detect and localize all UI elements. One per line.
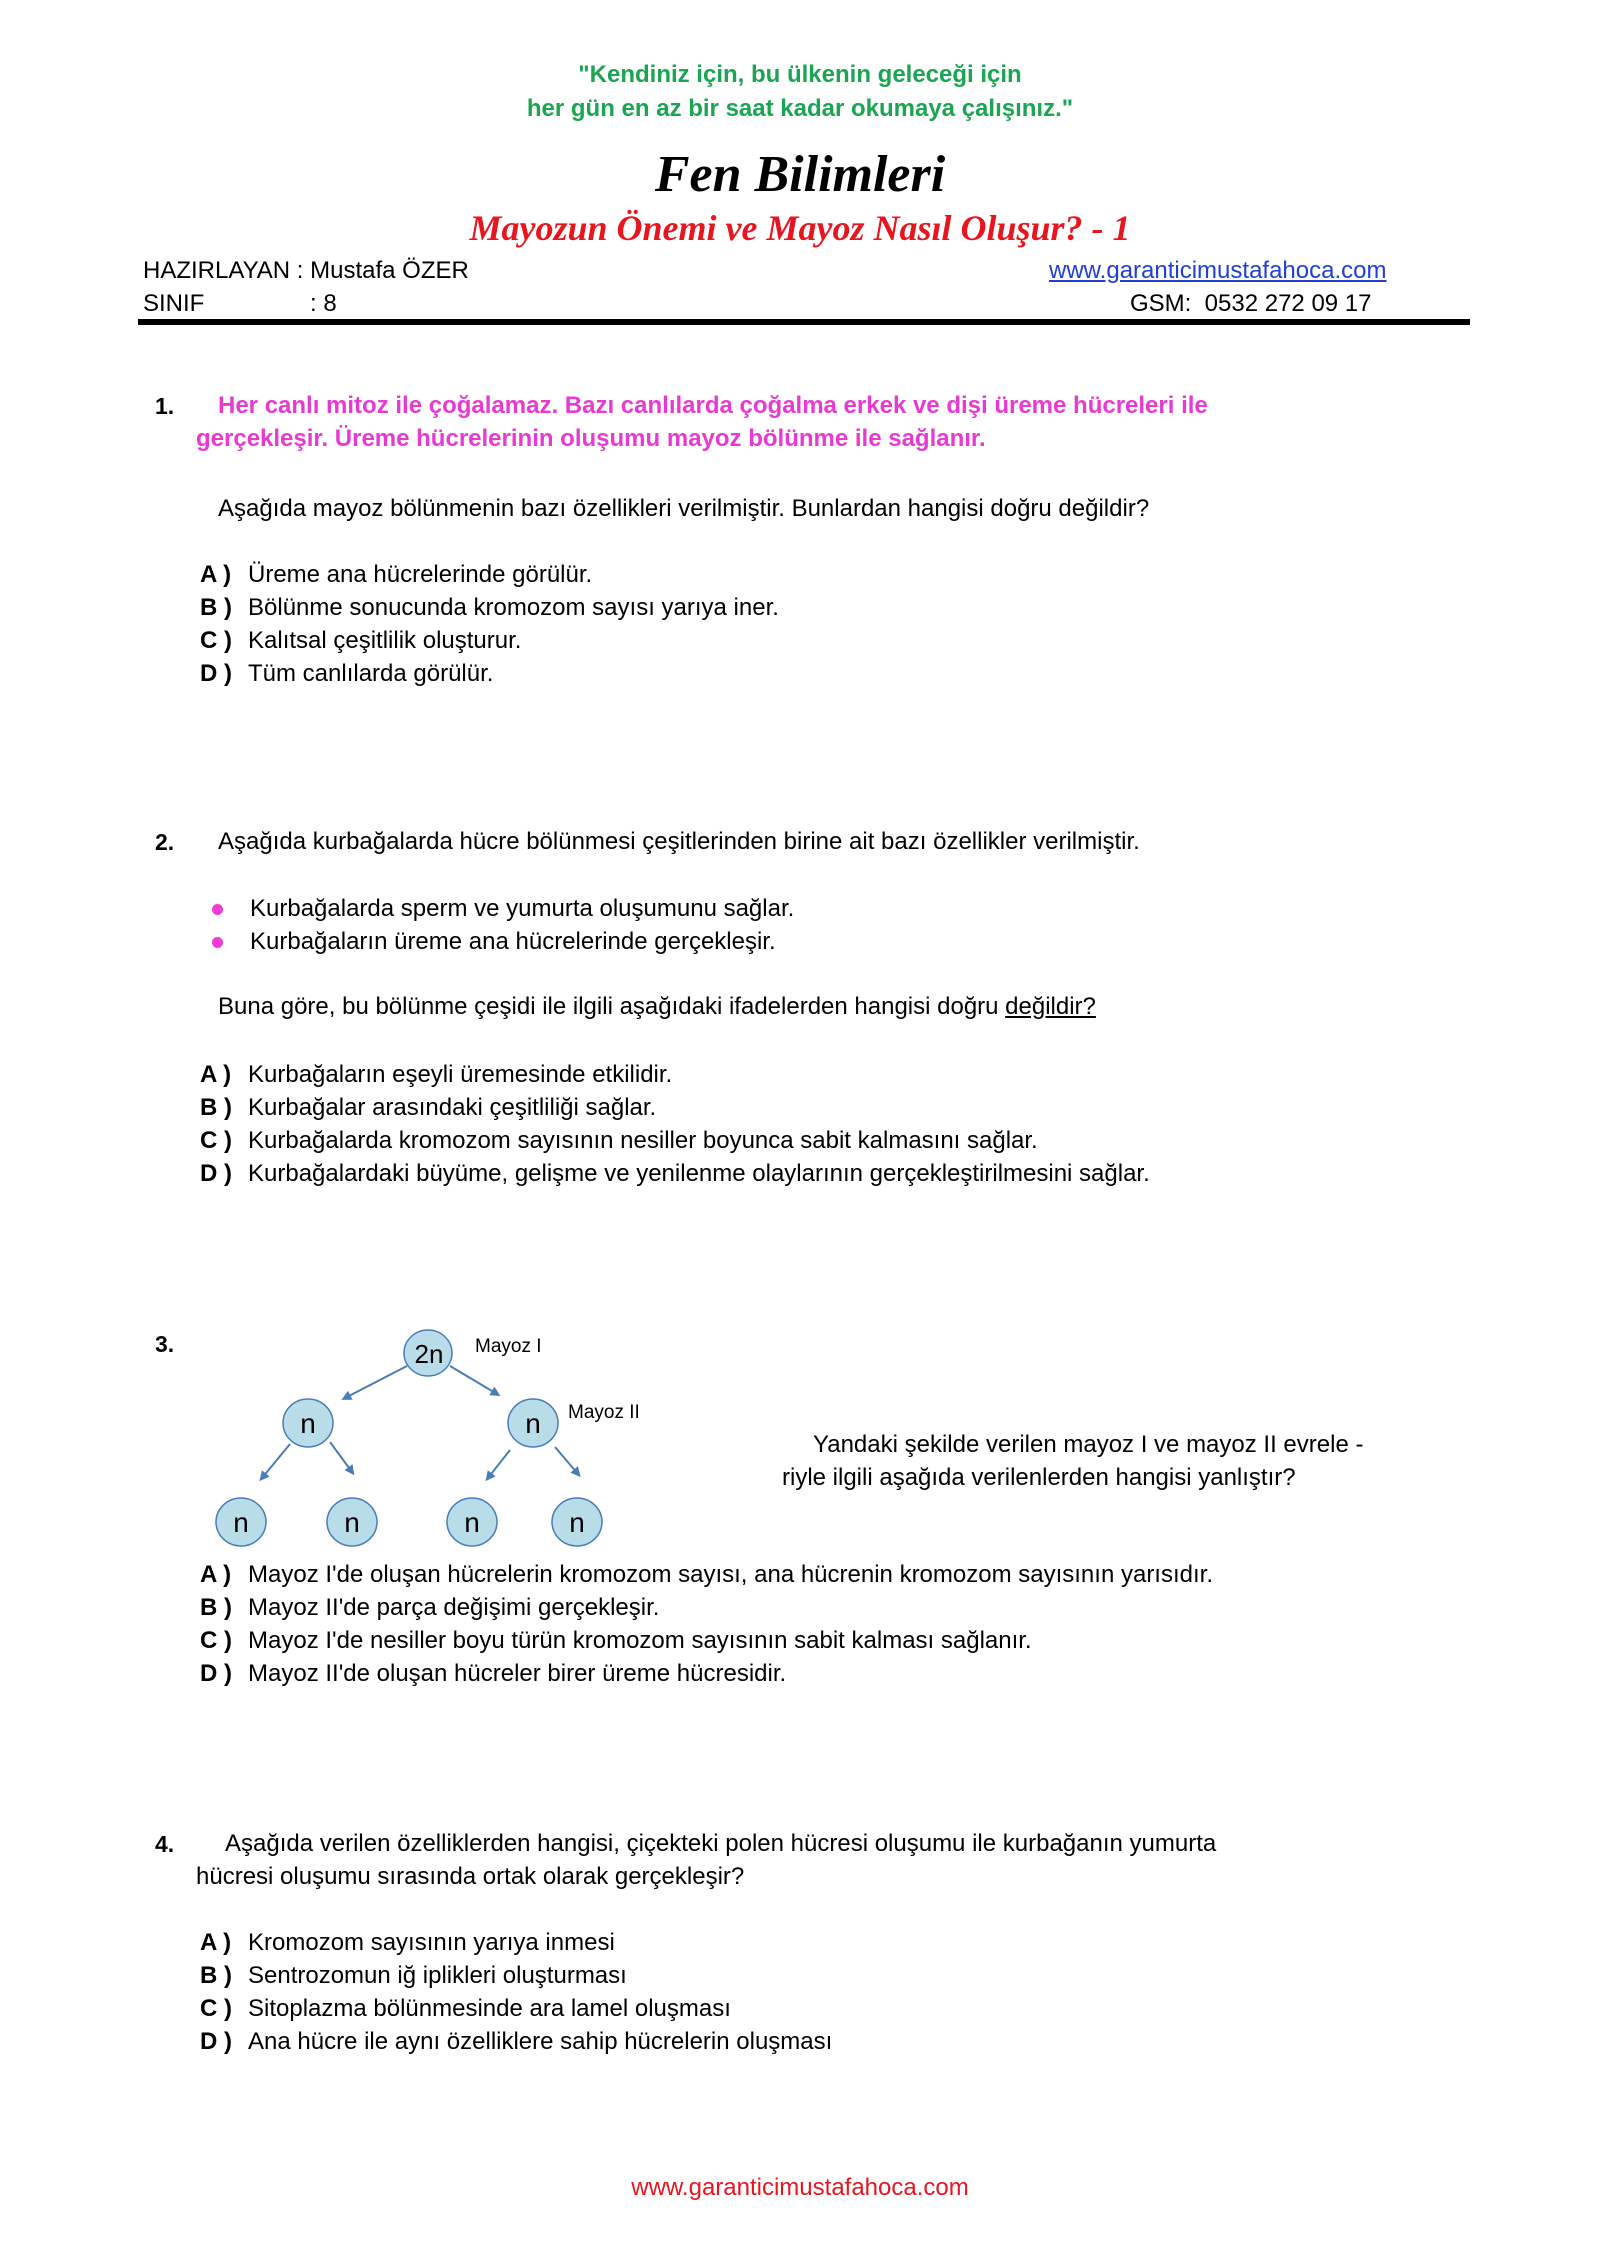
option-text: Kurbağalardaki büyüme, gelişme ve yenilenme olaylarının gerçekleştirilmesini sağlar. — [248, 1160, 1150, 1187]
option-text: Tüm canlılarda görülür. — [248, 660, 494, 687]
option-d[interactable] — [200, 1660, 786, 1688]
option-letter: D ) — [200, 1160, 232, 1187]
cell-label: n — [233, 1507, 249, 1538]
option-text: Ana hücre ile aynı özelliklere sahip hücrelerin oluşması — [248, 2028, 833, 2055]
page-title: Fen Bilimleri — [654, 146, 946, 203]
question-number: 3. — [155, 1331, 175, 1357]
option-b[interactable] — [200, 1962, 627, 1990]
option-text: Kurbağaların eşeyli üremesinde etkilidir. — [248, 1061, 673, 1088]
option-letter: B ) — [200, 1962, 232, 1989]
option-letter: C ) — [200, 1127, 232, 1154]
meiosis-diagram — [0, 0, 700, 1560]
question-emphasis: değildir? — [1005, 993, 1096, 1020]
question-prompt-line-2: hücresi oluşumu sırasında ortak olarak gerçekleşir? — [196, 1863, 745, 1890]
bullet-item: Kurbağaların üreme ana hücrelerinde gerçekleşir. — [250, 928, 776, 955]
cell-label: n — [569, 1507, 585, 1538]
question-prompt-line-2: riyle ilgili aşağıda verilenlerden hangisi yanlıştır? — [782, 1464, 1296, 1491]
website-link[interactable]: www.garanticimustafahoca.com — [1049, 257, 1387, 284]
option-letter: C ) — [200, 1627, 232, 1654]
option-a[interactable] — [200, 1929, 615, 1957]
motto-line-2: her gün en az bir saat kadar okumaya çalışınız." — [526, 95, 1074, 122]
author-label: HAZIRLAYAN : Mustafa ÖZER — [143, 257, 469, 284]
motto-line-1: "Kendiniz için, bu ülkenin geleceği için — [578, 61, 1022, 88]
class-label: SINIF — [143, 290, 205, 317]
option-text: Mayoz I'de oluşan hücrelerin kromozom sayısı, ana hücrenin kromozom sayısının yarısıdır. — [248, 1561, 1213, 1588]
question-number: 2. — [155, 829, 175, 855]
question-prompt-line-1: Yandaki şekilde verilen mayoz I ve mayoz II evrele - — [813, 1431, 1364, 1458]
option-letter: D ) — [200, 2028, 232, 2055]
option-letter: B ) — [200, 1594, 232, 1621]
cell-label: 2n — [414, 1339, 444, 1369]
question-prompt: Aşağıda kurbağalarda hücre bölünmesi çeşitlerinden birine ait bazı özellikler verilmiştir. — [218, 828, 1140, 855]
question-number: 1. — [155, 393, 175, 419]
option-text: Bölünme sonucunda kromozom sayısı yarıya iner. — [248, 594, 779, 621]
option-b[interactable] — [200, 1594, 659, 1622]
mayoz-2-label: Mayoz II — [568, 1402, 640, 1423]
page-subtitle: Mayozun Önemi ve Mayoz Nasıl Oluşur? - 1 — [469, 208, 1131, 248]
mayoz-1-label: Mayoz I — [475, 1336, 542, 1357]
option-letter: A ) — [200, 1929, 232, 1956]
option-text: Sitoplazma bölünmesinde ara lamel oluşması — [248, 1995, 731, 2022]
cell-label: n — [525, 1408, 541, 1439]
option-letter: C ) — [200, 1995, 232, 2022]
option-a[interactable] — [200, 1561, 1213, 1589]
cell-label: n — [300, 1408, 316, 1439]
option-letter: A ) — [200, 561, 232, 588]
option-c[interactable] — [200, 1995, 731, 2023]
question-prompt: Aşağıda mayoz bölünmenin bazı özellikleri verilmiştir. Bunlardan hangisi doğru değildir? — [218, 495, 1150, 522]
option-text: Kalıtsal çeşitlilik oluşturur. — [248, 627, 522, 654]
option-letter: A ) — [200, 1061, 232, 1088]
option-text: Kurbağalar arasındaki çeşitliliği sağlar. — [248, 1094, 657, 1121]
question-intro-line-2: gerçekleşir. Üreme hücrelerinin oluşumu mayoz bölünme ile sağlanır. — [196, 425, 986, 452]
option-c[interactable] — [200, 1627, 1032, 1655]
option-letter: C ) — [200, 627, 232, 654]
question-number: 4. — [155, 1831, 175, 1857]
bullet-item: Kurbağalarda sperm ve yumurta oluşumunu sağlar. — [250, 895, 795, 922]
option-letter: B ) — [200, 594, 232, 621]
option-text: Mayoz II'de parça değişimi gerçekleşir. — [248, 1594, 660, 1621]
cell-label: n — [464, 1507, 480, 1538]
gsm-number: GSM: 0532 272 09 17 — [1130, 290, 1372, 317]
option-text: Mayoz I'de nesiller boyu türün kromozom sayısının sabit kalması sağlanır. — [248, 1627, 1032, 1654]
class-value: : 8 — [310, 290, 337, 317]
option-letter: D ) — [200, 1660, 232, 1687]
option-text: Mayoz II'de oluşan hücreler birer üreme hücresidir. — [248, 1660, 787, 1687]
question-intro-line-1: Her canlı mitoz ile çoğalamaz. Bazı canlılarda çoğalma erkek ve dişi üreme hücreleri ile — [218, 392, 1208, 419]
cell-label: n — [344, 1507, 360, 1538]
option-text: Üreme ana hücrelerinde görülür. — [248, 561, 593, 588]
question-statement-text: Buna göre, bu bölünme çeşidi ile ilgili aşağıdaki ifadelerden hangisi doğru — [218, 993, 1006, 1020]
footer-website[interactable]: www.garanticimustafahoca.com — [631, 2174, 969, 2201]
option-text: Kromozom sayısının yarıya inmesi — [248, 1929, 615, 1956]
option-letter: A ) — [200, 1561, 232, 1588]
option-d[interactable] — [200, 2028, 832, 2056]
option-text: Kurbağalarda kromozom sayısının nesiller boyunca sabit kalmasını sağlar. — [248, 1127, 1038, 1154]
option-letter: D ) — [200, 660, 232, 687]
option-letter: B ) — [200, 1094, 232, 1121]
question-prompt-line-1: Aşağıda verilen özelliklerden hangisi, çiçekteki polen hücresi oluşumu ile kurbağanın yumurta — [225, 1830, 1217, 1857]
option-text: Sentrozomun iğ iplikleri oluşturması — [248, 1962, 627, 1989]
